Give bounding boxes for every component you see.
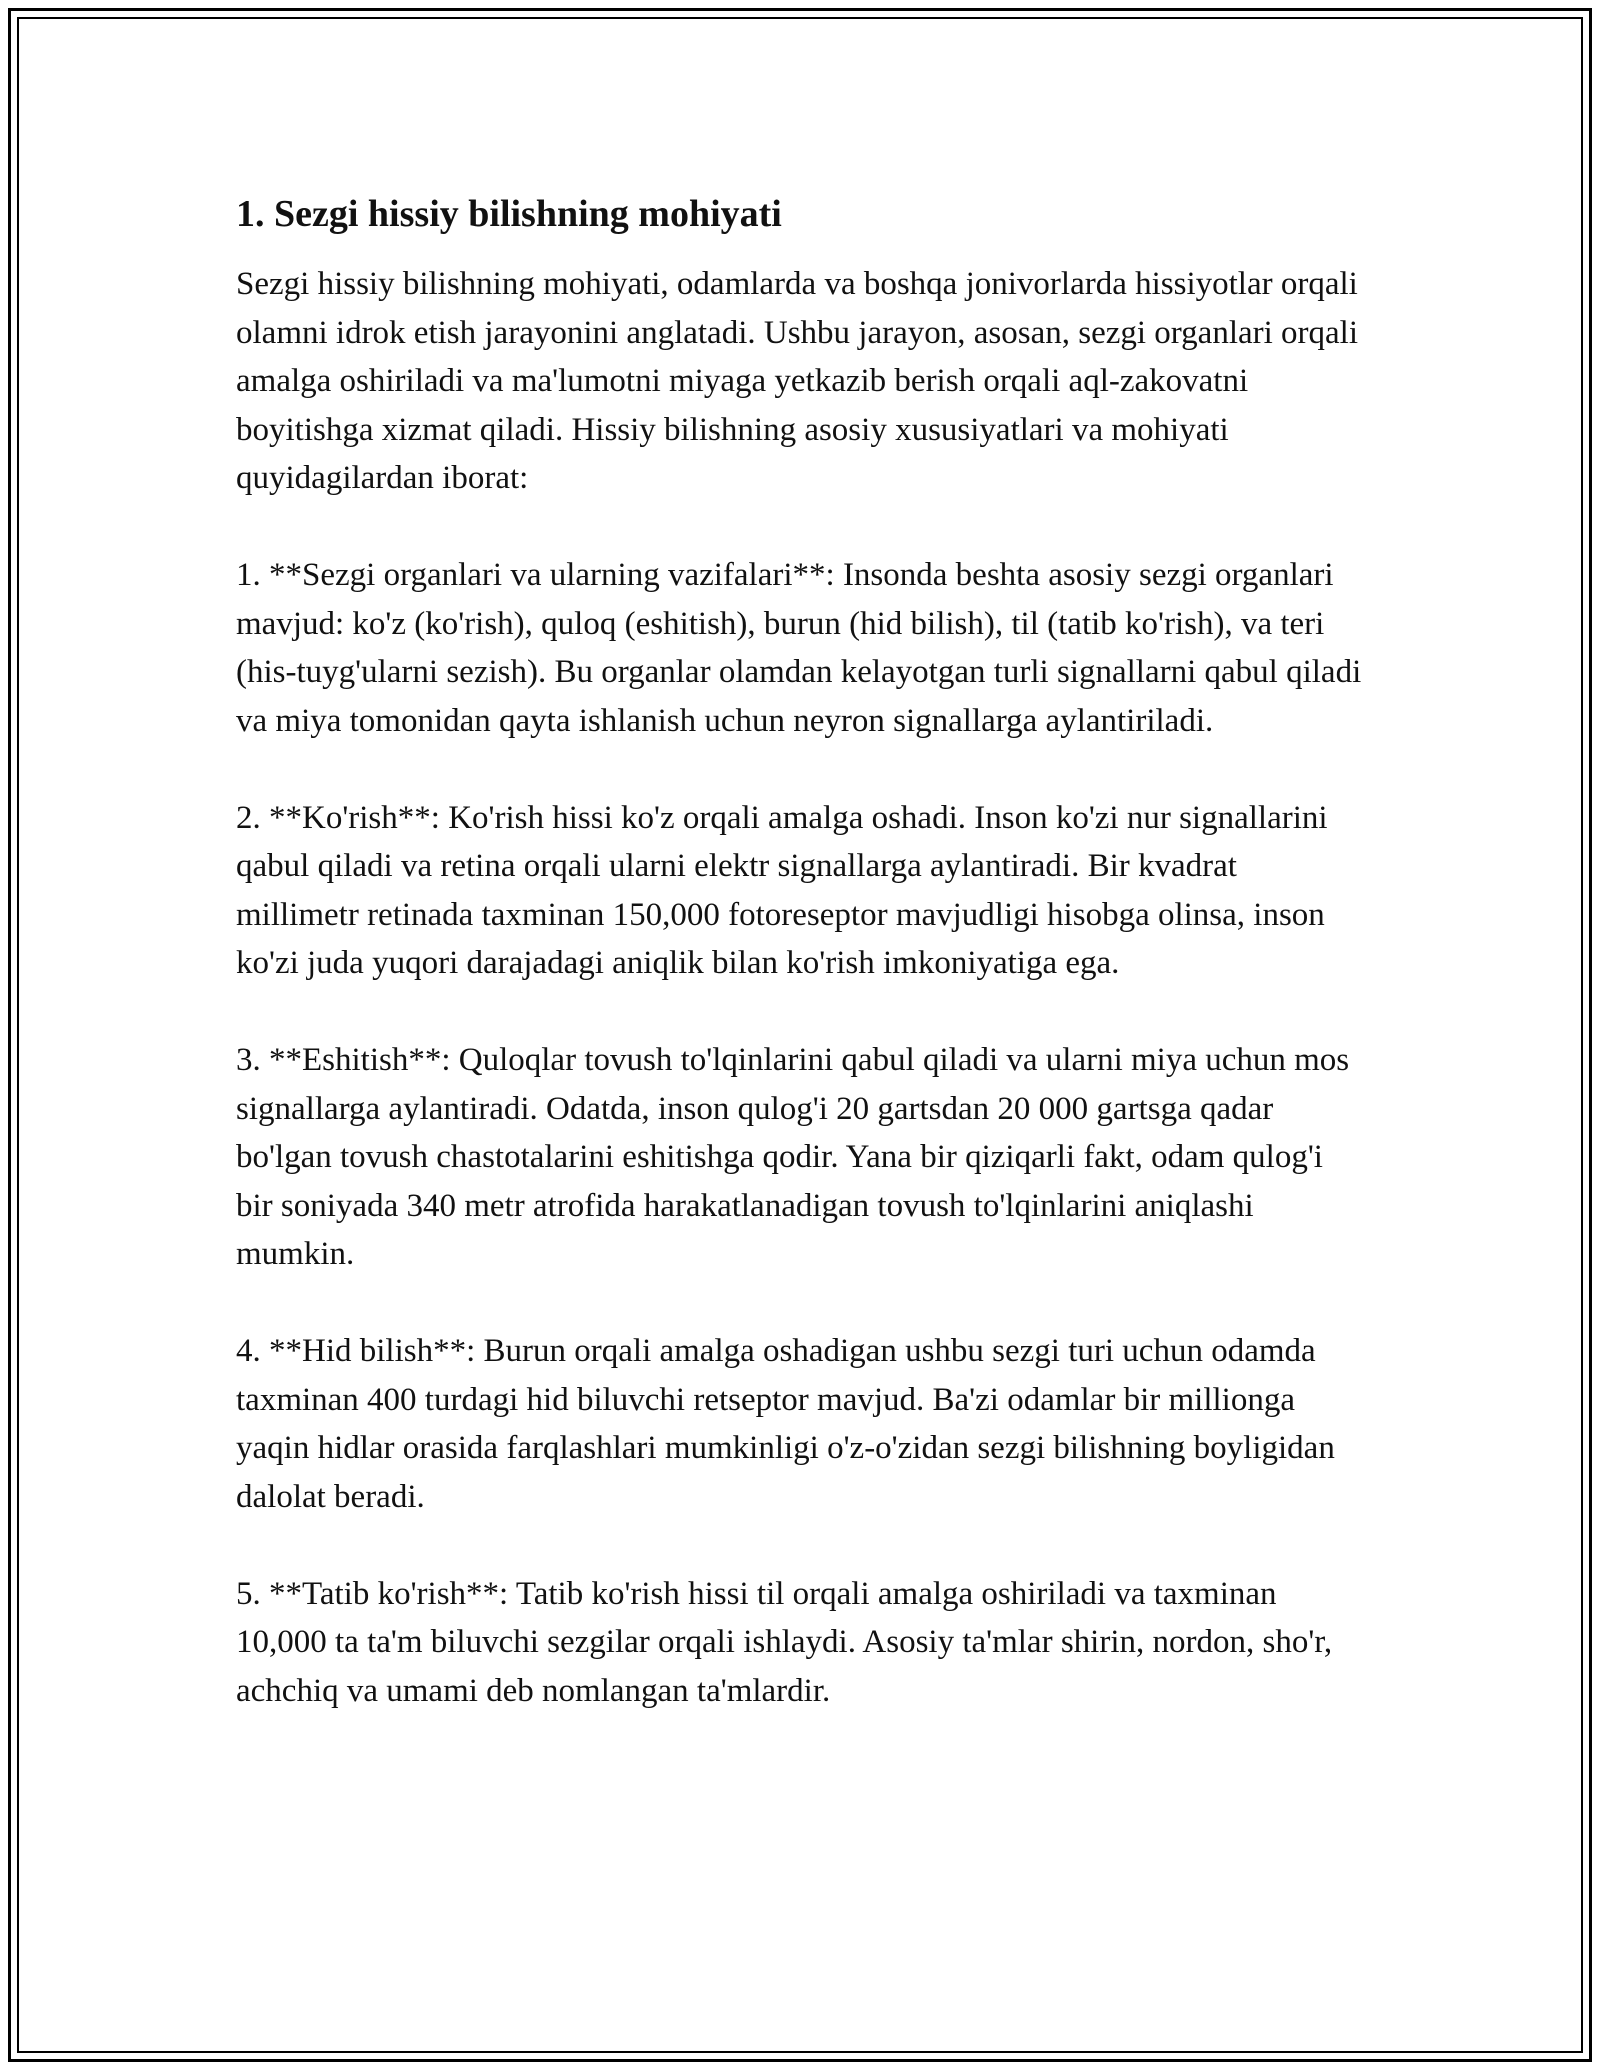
paragraph-hearing: 3. **Eshitish**: Quloqlar tovush to'lqinlarini qabul qiladi va ularni miya uchun mos signallarga aylantiradi. Odatda, inson qulog'i 20 gartsdan 20 000 gartsga qadar bo'lgan tovush chastotalarini eshitishga qodir. Yana bir qiziqarli fakt, odam qulog'i bir soniyada 340 metr atrofida harakatlanadigan tovush to'lqinlarini aniqlashi mumkin. [236,1042,1350,1272]
paragraph-vision: 2. **Ko'rish**: Ko'rish hissi ko'z orqali amalga oshadi. Inson ko'zi nur signallarini qabul qiladi va retina orqali ularni elektr signallarga aylantiradi. Bir kvadrat millimetr retinada taxminan 150,000 fotoreseptor mavjudligi hisobga olinsa, inson ko'zi juda yuqori darajadagi aniqlik bilan ko'rish imkoniyatiga ega. [236,799,1328,981]
paragraph-smell: 4. **Hid bilish**: Burun orqali amalga oshadigan ushbu sezgi turi uchun odamda taxminan 400 turdagi hid biluvchi retseptor mavjud. Ba'zi odamlar bir millionga yaqin hidlar orasida farqlashlari mumkinligi o'z-o'zidan sezgi bilishning boyligidan dalolat beradi. [236,1333,1335,1515]
intro-paragraph: Sezgi hissiy bilishning mohiyati, odamlarda va boshqa jonivorlarda hissiyotlar orqali olamni idrok etish jarayonini anglatadi. Ushbu jarayon, asosan, sezgi organlari orqali amalga oshiriladi va ma'lumotni miyaga yetkazib berish orqali aql-zakovatni boyitishga xizmat qiladi. Hissiy bilishning asosiy xususiyatlari va mohiyati quyidagilardan iborat: [236,266,1359,496]
document-body [236,190,1366,1715]
paragraph-taste: 5. **Tatib ko'rish**: Tatib ko'rish hissi til orqali amalga oshiriladi va taxminan 10,000 ta ta'm biluvchi sezgilar orqali ishlaydi. Asosiy ta'mlar shirin, nordon, sho'r, achchiq va umami deb nomlangan ta'mlardir. [236,1575,1333,1709]
paragraph-sense-organs: 1. **Sezgi organlari va ularning vazifalari**: Insonda beshta asosiy sezgi organlari mavjud: ko'z (ko'rish), quloq (eshitish), burun (hid bilish), til (tatib ko'rish), va teri (his-tuyg'ularni sezish). Bu organlar olamdan kelayotgan turli signallarni qabul qiladi va miya tomonidan qayta ishlanish uchun neyron signallarga aylantiriladi. [236,557,1362,739]
section-heading: 1. Sezgi hissiy bilishning mohiyati [236,193,782,235]
